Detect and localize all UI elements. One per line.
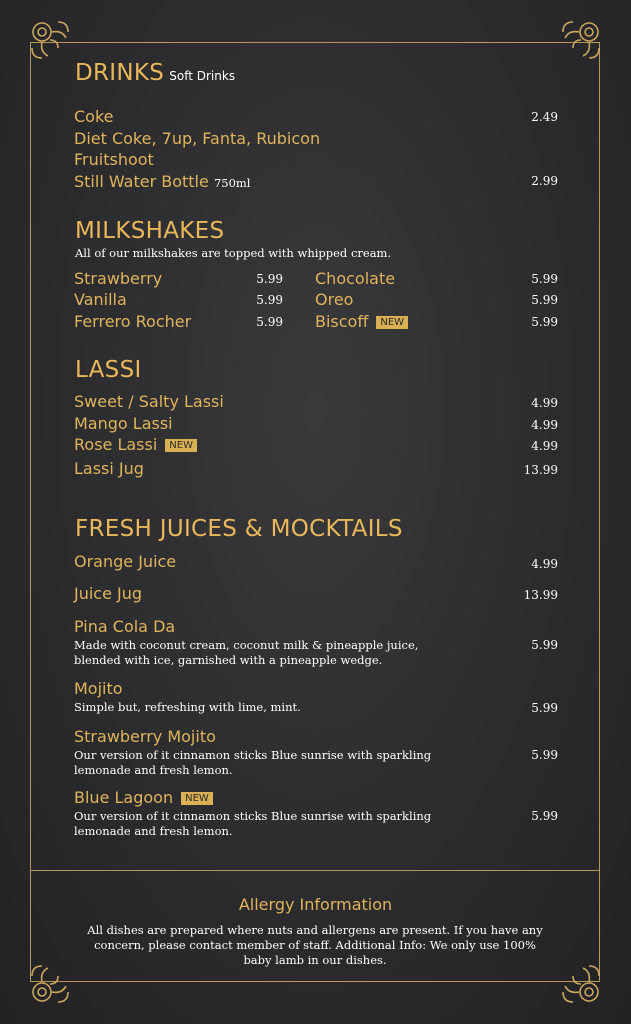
lassi-item-row [74, 435, 197, 454]
juice-item-price: 13.99 [523, 588, 558, 602]
milkshake-item-name: Oreo [315, 290, 354, 309]
lassi-item-name: Rose Lassi [74, 435, 158, 454]
milkshake-item-price: 5.99 [256, 315, 283, 329]
milkshake-item-name: Ferrero Rocher [74, 312, 192, 331]
juice-item-name: Orange Juice [74, 552, 177, 571]
allergy-divider [30, 870, 600, 871]
juice-item-price: 5.99 [531, 638, 558, 652]
lassi-item-price: 4.99 [531, 418, 558, 432]
juice-item-price: 5.99 [531, 748, 558, 762]
allergy-text: All dishes are prepared where nuts and allergens are present. If you have any concern, please contact member of staff. Additional Info: We only use 100% baby lamb in our dishes. [87, 923, 543, 967]
lassi-item-price: 4.99 [531, 439, 558, 453]
drink-item-name: Coke [74, 107, 114, 126]
drink-item-name: Diet Coke, 7up, Fanta, Rubicon [74, 129, 321, 148]
drink-item-row [74, 172, 250, 191]
lassi-item-name: Mango Lassi [74, 414, 173, 433]
drinks-heading [75, 60, 235, 86]
lassi-item-name: Lassi Jug [74, 459, 144, 478]
lassi-title: LASSI [75, 357, 142, 383]
lassi-item-price: 4.99 [531, 396, 558, 410]
ornament-top-left-icon [28, 18, 72, 62]
ornament-bottom-left-icon [28, 962, 72, 1006]
milkshakes-note: All of our milkshakes are topped with whipped cream. [75, 246, 392, 260]
juice-item-description: Our version of it cinnamon sticks Blue sunrise with sparkling lemonade and fresh lemon. [74, 809, 432, 838]
juice-item-name: Strawberry Mojito [74, 727, 216, 746]
ornament-top-right-icon [559, 18, 603, 62]
drinks-subtitle: Soft Drinks [169, 69, 236, 83]
juice-item-name: Blue Lagoon [74, 788, 174, 807]
milkshake-item-name: Vanilla [74, 290, 127, 309]
drink-item-name: Still Water Bottle [74, 172, 209, 191]
lassi-item-price: 13.99 [523, 463, 558, 477]
juice-item-description: Our version of it cinnamon sticks Blue sunrise with sparkling lemonade and fresh lemon. [74, 748, 432, 777]
milkshakes-title: MILKSHAKES [75, 218, 225, 244]
milkshake-item-price: 5.99 [531, 272, 558, 286]
juice-item-description: Made with coconut cream, coconut milk & pineapple juice, blended with ice, garnished with a pineapple wedge. [74, 638, 419, 667]
juice-item-price: 4.99 [531, 557, 558, 571]
drinks-title: DRINKS [75, 60, 165, 86]
juice-item-price: 5.99 [531, 809, 558, 823]
new-badge: NEW [181, 792, 213, 805]
milkshake-item-name: Biscoff [315, 312, 369, 331]
juices-title: FRESH JUICES & MOCKTAILS [75, 516, 403, 542]
new-badge: NEW [165, 439, 197, 452]
drink-item-price: 2.99 [531, 174, 558, 188]
allergy-title: Allergy Information [238, 895, 393, 914]
juice-item-row [74, 788, 213, 807]
milkshake-item-name: Chocolate [315, 269, 396, 288]
milkshake-item-price: 5.99 [531, 315, 558, 329]
lassi-item-name: Sweet / Salty Lassi [74, 392, 224, 411]
ornament-bottom-right-icon [559, 962, 603, 1006]
juice-item-name: Juice Jug [74, 584, 143, 603]
juice-item-description: Simple but, refreshing with lime, mint. [74, 700, 301, 714]
drink-item-price: 2.49 [531, 110, 558, 124]
juice-item-name: Mojito [74, 679, 123, 698]
milkshake-item-price: 5.99 [256, 293, 283, 307]
new-badge: NEW [376, 316, 408, 329]
juice-item-price: 5.99 [531, 701, 558, 715]
milkshake-item-price: 5.99 [256, 272, 283, 286]
juice-item-name: Pina Cola Da [74, 617, 176, 636]
drink-item-size: 750ml [213, 176, 251, 190]
milkshake-item-price: 5.99 [531, 293, 558, 307]
milkshake-item-name: Strawberry [74, 269, 163, 288]
milkshake-item-row [315, 312, 408, 331]
drink-item-name: Fruitshoot [74, 150, 154, 169]
